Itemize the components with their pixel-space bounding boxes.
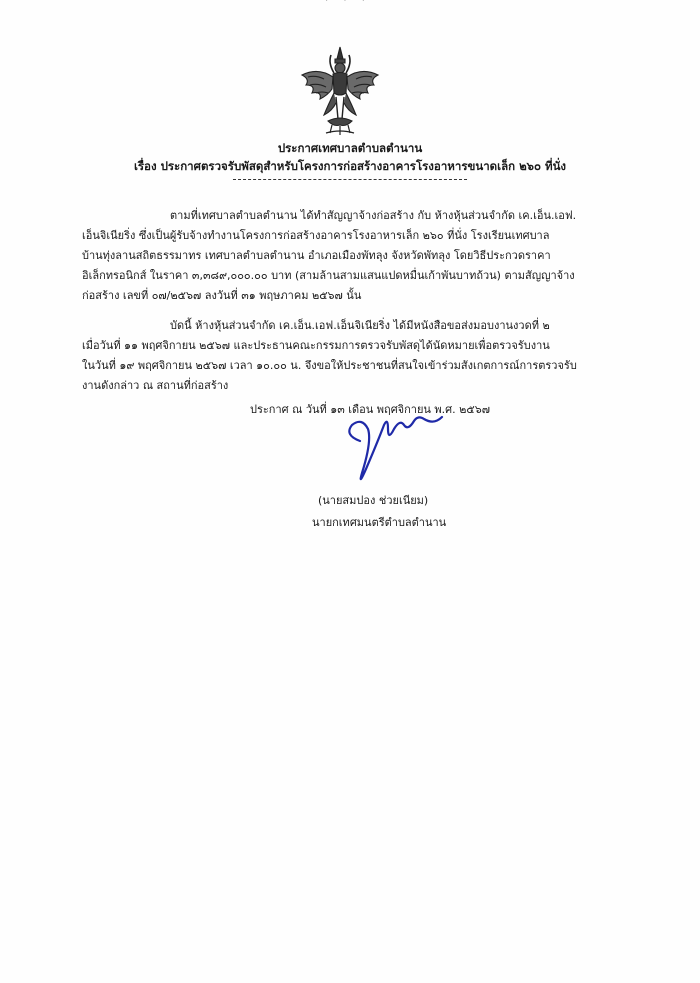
paragraph-line: งานดังกล่าว ณ สถานที่ก่อสร้าง — [82, 379, 229, 392]
paragraph-line: บ้านทุ่งลานสถิตธรรมาทร เทศบาลตำบลตำนาน อำเภอเมืองพัทลุง จังหวัดพัทลุง โดยวิธีประกวดราคา — [82, 249, 551, 262]
handwritten-signature — [338, 395, 448, 495]
paragraph-line: บัดนี้ ห้างหุ้นส่วนจำกัด เค.เอ็น.เอฟ.เอ็นจิเนียริ่ง ได้มีหนังสือขอส่งมอบงานงวดที่ ๒ — [170, 319, 550, 332]
paragraph-line: เมื่อวันที่ ๑๑ พฤศจิกายน ๒๕๖๗ และประธานคณะกรรมการตรวจรับพัสดุได้นัดหมายเพื่อตรวจรับงาน — [82, 339, 550, 352]
signer-title: นายกเทศมนตรีตำบลตำนาน — [312, 516, 447, 529]
subject-heading: เรื่อง ประกาศตรวจรับพัสดุสำหรับโครงการก่อสร้างอาคารโรงอาหารขนาดเล็ก ๒๖๐ ที่นั่ง — [133, 159, 567, 173]
header-divider — [233, 179, 467, 180]
paragraph-line: ในวันที่ ๑๙ พฤศจิกายน ๒๕๖๗ เวลา ๑๐.๐๐ น. จึงขอให้ประชาชนที่สนใจเข้าร่วมสังเกตการณ์การตรวจรับ — [82, 359, 577, 372]
paragraph-line: ตามที่เทศบาลตำบลตำนาน ได้ทำสัญญาจ้างก่อสร้าง กับ ห้างหุ้นส่วนจำกัด เค.เอ็น.เอฟ. — [170, 209, 577, 222]
signer-name: (นายสมปอง ช่วยเนียม) — [318, 494, 429, 507]
issuer-heading: ประกาศเทศบาลตำบลตำนาน — [277, 141, 423, 155]
scan-artifact: · · · — [325, 0, 371, 7]
paragraph-line: อิเล็กทรอนิกส์ ในราคา ๓,๓๘๙,๐๐๐.๐๐ บาท (สามล้านสามแสนแปดหมื่นเก้าพันบาทถ้วน) ตามสัญญาจ้าง — [82, 269, 575, 282]
paragraph-contract — [82, 206, 618, 306]
paragraph-inspection — [82, 316, 618, 396]
paragraph-line: ก่อสร้าง เลขที่ ๐๗/๒๕๖๗ ลงวันที่ ๓๑ พฤษภาคม ๒๕๖๗ นั้น — [82, 289, 362, 302]
garuda-emblem-icon — [298, 45, 382, 137]
announcement-date: ประกาศ ณ วันที่ ๑๓ เดือน พฤศจิกายน พ.ศ. ๒๕๖๗ — [250, 403, 490, 416]
paragraph-line: เอ็นจิเนียริ่ง ซึ่งเป็นผู้รับจ้างทำงานโครงการก่อสร้างอาคารโรงอาหารเล็ก ๒๖๐ ที่นั่ง โรงเรียนเทศบาล — [82, 229, 550, 242]
